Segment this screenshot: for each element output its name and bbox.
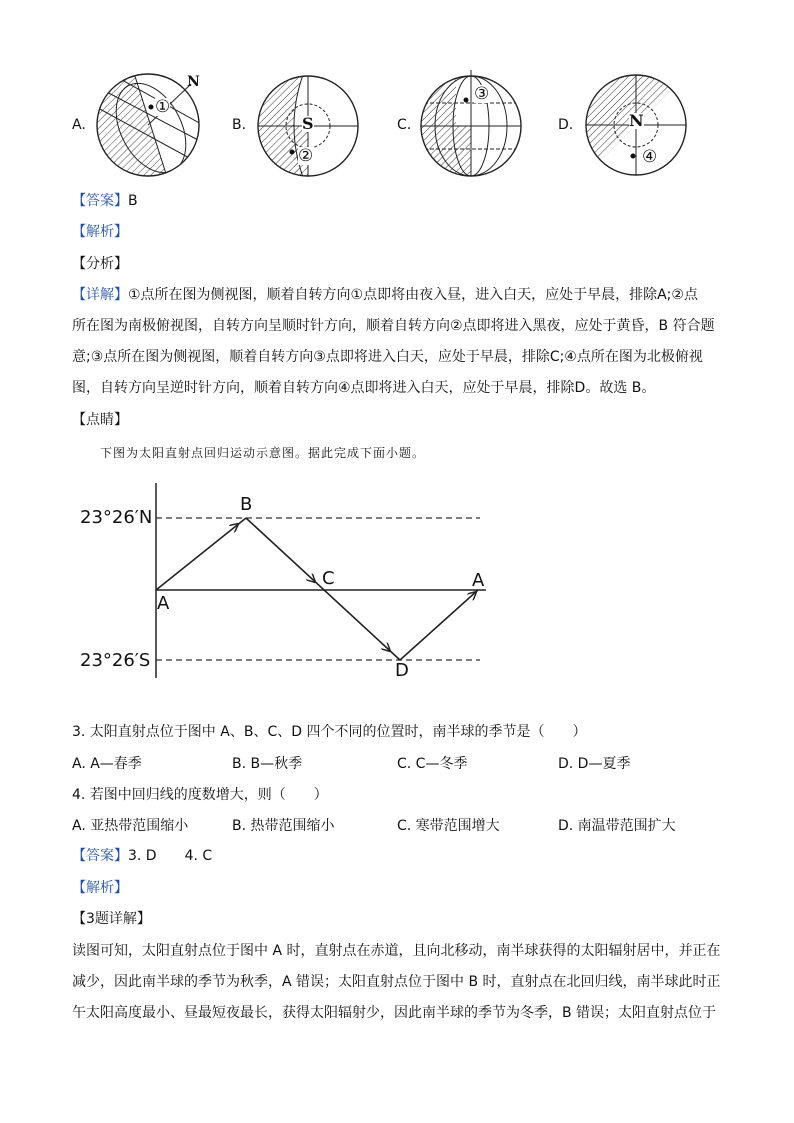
- answer-tag: 【答案】: [72, 848, 128, 864]
- detail3-line: 读图可知，太阳直射点位于图中 A 时，直射点在赤道，且向北移动，南半球获得的太阳辐射居中，并正在: [72, 943, 721, 959]
- q3-option-a: A. A—春季: [72, 756, 142, 772]
- q4-option-a: A. 亚热带范围缩小: [72, 818, 189, 834]
- option-a-label: A.: [72, 117, 86, 133]
- globe-a-pole: N: [187, 74, 200, 90]
- q4-option-c: C. 寒带范围增大: [397, 818, 500, 834]
- fenxi-tag: 【分析】: [72, 256, 128, 272]
- answer-tag: 【答案】: [72, 193, 128, 209]
- answer-line-q34: [72, 846, 212, 866]
- detail-paragraph: [72, 280, 722, 404]
- analysis-tag-2: 【解析】: [72, 880, 128, 896]
- globe-c-diagram: [418, 68, 524, 180]
- q3-option-b: B. B—秋季: [232, 756, 303, 772]
- detail3-line: 午太阳高度最小、昼最短夜最长，获得太阳辐射少，因此南半球的季节为冬季，B 错误；太阳直射点位于: [72, 1005, 717, 1021]
- marker-1: ①: [155, 97, 171, 117]
- detail-line: ①点所在图为侧视图，顺着自转方向①点即将由夜入昼，进入白天，应处于早晨，排除A;②点: [128, 287, 698, 303]
- point-d: D: [395, 660, 409, 681]
- point-c: C: [322, 568, 335, 589]
- detail3-line: 减少，因此南半球的季节为秋季，A 错误；太阳直射点位于图中 B 时，直射点在北回归线，南半球此时正: [72, 974, 721, 990]
- analysis-tag: 【解析】: [72, 224, 128, 240]
- marker-3: ③: [474, 84, 490, 104]
- path-a-b: [156, 518, 246, 590]
- answer-value: B: [128, 193, 138, 209]
- q3-option-d: D. D—夏季: [558, 756, 631, 772]
- tropic-north-label: 23°26′N: [80, 507, 153, 528]
- marker-4: ④: [642, 147, 658, 167]
- detail-line: 意;③点所在图为侧视图，顺着自转方向③点即将进入白天，应处于早晨，排除C;④点所在图为北极俯视: [72, 349, 703, 365]
- globe-b-pole: S: [302, 114, 314, 133]
- point-b: B: [240, 494, 253, 515]
- point-a-end: A: [472, 570, 485, 591]
- detail3-tag: 【3题详解】: [72, 911, 151, 927]
- point-a-start: A: [157, 593, 170, 614]
- q4-option-b: B. 热带范围缩小: [232, 818, 335, 834]
- figure-intro: 下图为太阳直射点回归运动示意图。据此完成下面小题。: [100, 446, 426, 460]
- marker-2: ②: [298, 146, 314, 166]
- answer-value: 3. D 4. C: [128, 848, 213, 864]
- option-c-label: C.: [397, 117, 412, 133]
- detail-line: 所在图为南极俯视图，自转方向呈顺时针方向，顺着自转方向②点即将进入黑夜，应处于黄昏，B 符合题: [72, 318, 715, 334]
- tropic-south-label: 23°26′S: [80, 650, 151, 671]
- detail3-paragraph: [72, 936, 722, 1029]
- q4-option-d: D. 南温带范围扩大: [558, 818, 676, 834]
- globe-d-pole: N: [629, 111, 644, 130]
- option-d-label: D.: [558, 117, 574, 133]
- detail-tag: 【详解】: [72, 287, 128, 303]
- dianjing-tag: 【点睛】: [72, 412, 128, 428]
- answer-line-q1: [72, 191, 138, 211]
- q3-stem: 3. 太阳直射点位于图中 A、B、C、D 四个不同的位置时，南半球的季节是（ ）: [72, 724, 587, 740]
- q3-option-c: C. C—冬季: [397, 756, 468, 772]
- path-b-d: [246, 518, 400, 660]
- path-d-a: [400, 590, 478, 660]
- point-1-dot: [149, 105, 154, 110]
- option-b-label: B.: [232, 117, 247, 133]
- q4-stem: 4. 若图中回归线的度数增大，则（ ）: [72, 787, 328, 803]
- detail-line: 图，自转方向呈逆时针方向，顺着自转方向④点即将进入白天，应处于早晨，排除D。故选 B。: [72, 380, 656, 396]
